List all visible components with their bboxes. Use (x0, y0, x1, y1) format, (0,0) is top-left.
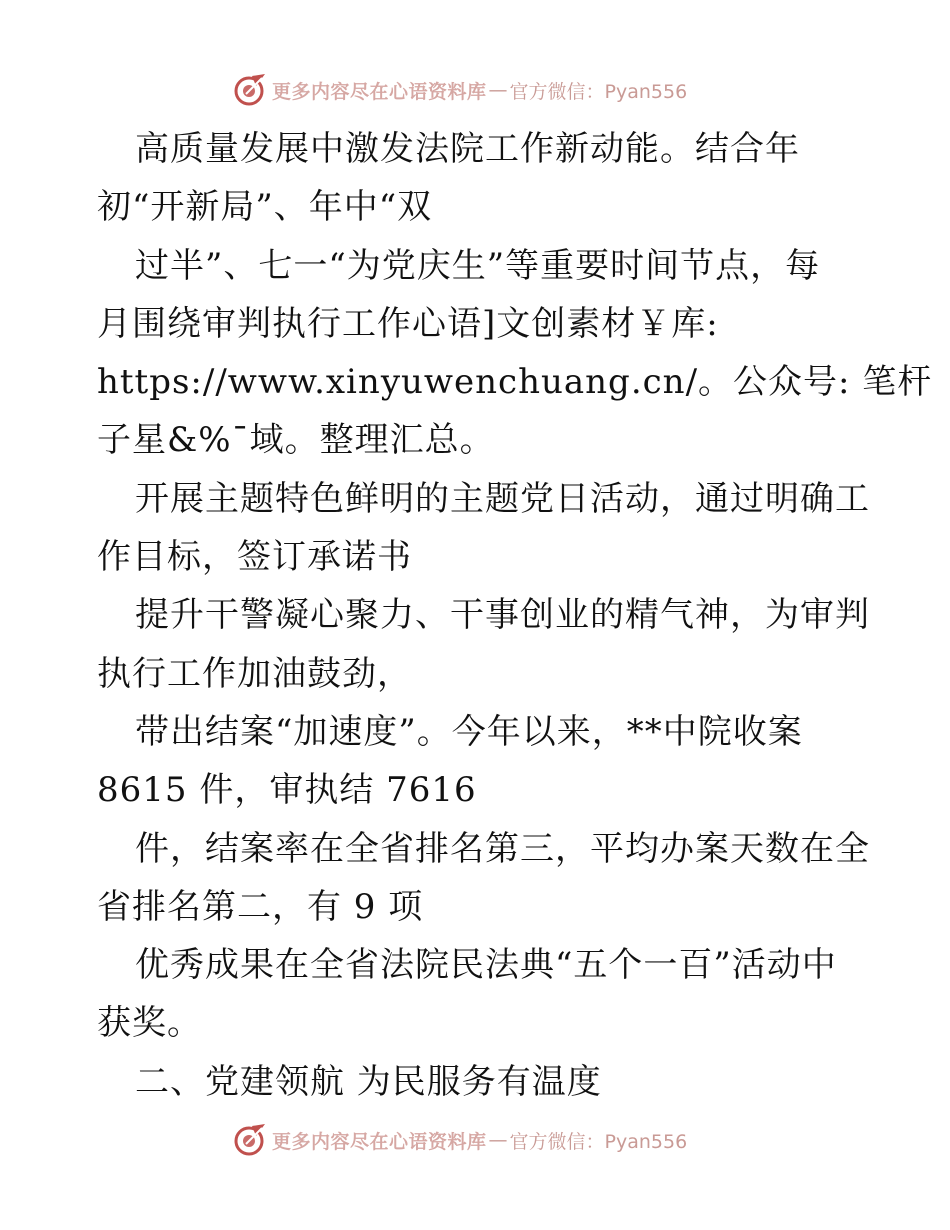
section-heading: 二、党建领航 为民服务有温度 (135, 1061, 602, 1102)
watermark-brand-text: 更多内容尽在心语资料库 (272, 80, 487, 103)
paragraph-line: 件，结案率在全省排名第三，平均办案天数在全 (135, 828, 870, 869)
quill-logo-icon (232, 1122, 268, 1158)
quill-logo-icon (232, 72, 268, 108)
paragraph-line: 初“开新局”、年中“双 (97, 187, 433, 228)
header-watermark-banner (232, 70, 687, 110)
watermark-wechat-text: 官方微信：Pyan556 (509, 80, 688, 103)
paragraph-line: 开展主题特色鲜明的主题党日活动，通过明确工 (135, 478, 870, 519)
paragraph-line: 执行工作加油鼓劲， (97, 653, 412, 694)
document-body (97, 120, 933, 1111)
paragraph-line: 省排名第二，有 9 项 (97, 886, 424, 927)
paragraph-line: 作目标，签订承诺书 (97, 537, 412, 578)
paragraph-line: 优秀成果在全省法院民法典“五个一百”活动中 (135, 945, 837, 986)
paragraph-line: 8615 件，审执结 7616 (97, 770, 477, 811)
watermark-dash: — (488, 79, 508, 101)
paragraph-line: 过半”、七一“为党庆生”等重要时间节点，每 (135, 245, 821, 286)
watermark-brand-text: 更多内容尽在心语资料库 (272, 1130, 487, 1153)
watermark-dash: — (488, 1129, 508, 1151)
paragraph-line: 获奖。 (97, 1003, 202, 1044)
paragraph-line: https://www.xinyuwenchuang.cn/。公众号: 笔杆 (97, 362, 933, 403)
watermark-wechat-text: 官方微信：Pyan556 (509, 1130, 688, 1153)
paragraph-line: 提升干警凝心聚力、干事创业的精气神，为审判 (135, 595, 870, 636)
paragraph-line: 带出结案“加速度”。今年以来，**中院收案 (135, 711, 803, 752)
paragraph-line: 月围绕审判执行工作心语]文创素材￥库: (97, 303, 719, 344)
footer-watermark-banner (232, 1120, 687, 1160)
paragraph-line: 高质量发展中激发法院工作新动能。结合年 (135, 129, 800, 169)
paragraph-line: 子星&%¯域。整理汇总。 (97, 420, 495, 461)
